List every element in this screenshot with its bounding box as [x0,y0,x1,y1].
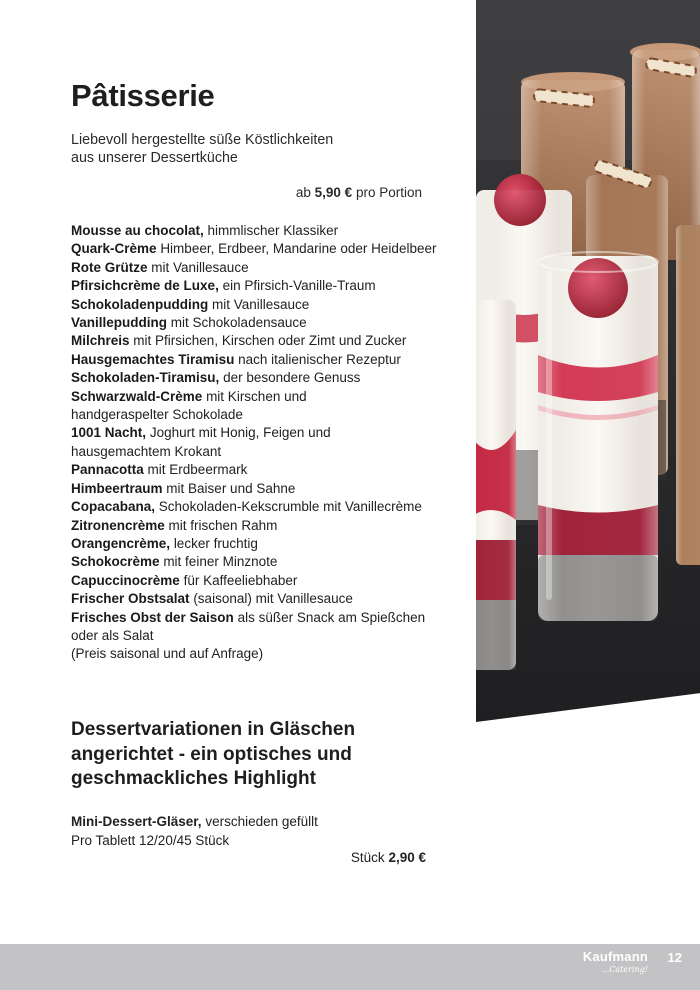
menu-item-desc: lecker fruchtig [173,535,258,551]
menu-item [71,498,461,516]
menu-item-desc: mit Vanillesauce [212,296,310,312]
price-prefix: ab [295,185,311,200]
menu-item-desc: Schokoladen-Kekscrumble mit Vanillecrème [158,499,422,515]
menu-item [71,553,461,571]
menu-item-name: Capuccinocrème [71,572,180,588]
menu-item-name: Orangencrème, [71,535,171,551]
menu-item-name: Vanillepudding [71,315,168,331]
dessert-glasses-photo [476,0,700,722]
menu-item-name: Himbeertraum [71,480,163,496]
page-title: Pâtisserie [71,78,215,113]
dessert-menu-list [71,222,461,664]
menu-item-name: Quark-Crème [71,241,157,257]
brand-tagline: ...Catering! [601,965,648,974]
menu-item-name: Pannacotta [71,462,144,478]
menu-item-name: Schokoladenpudding [71,296,209,312]
menu-item-desc: nach italienischer Rezeptur [238,351,401,367]
mini-price-prefix: Stück [350,850,385,865]
menu-item [71,480,461,498]
menu-item-name: Hausgemachtes Tiramisu [71,351,235,367]
portion-price [260,185,422,200]
menu-item-desc: (saisonal) mit Vanillesauce [193,591,353,607]
menu-item [71,351,461,369]
menu-item-name: Zitronencrème [71,517,165,533]
mini-offer-name: Mini-Dessert-Gläser, [71,814,202,829]
menu-item [71,259,461,277]
mini-offer-desc: verschieden gefüllt [205,814,318,829]
mini-offer-line-1 [71,812,431,831]
menu-item-name: Mousse au chocolat, [71,223,204,238]
menu-item [71,332,461,350]
intro-line-2: aus unserer Dessertküche [71,150,238,166]
menu-item-name: Frischer Obstsalat [71,591,190,607]
menu-item [71,535,461,553]
menu-item [71,517,461,535]
menu-item [71,296,461,314]
menu-item-name: 1001 Nacht, [71,425,147,441]
menu-item-name: Schwarzwald-Crème [71,388,203,404]
section-subtitle: Dessertvariationen in Gläschen angerichtet - ein optisches und geschmackliches Highlight [71,719,356,789]
menu-item-desc: mit Baiser und Sahne [166,480,296,496]
menu-item-desc: himmlischer Klassiker [207,223,339,238]
menu-item-desc: mit Schokoladensauce [170,315,307,331]
menu-item-desc: Himbeer, Erdbeer, Mandarine oder Heidelbeer [160,241,437,257]
price-amount: 5,90 € [314,185,353,200]
menu-item-name: Schokocrème [71,554,160,570]
mini-price [260,850,426,865]
menu-item-desc: mit Vanillesauce [151,259,249,275]
footer-bar [0,944,700,990]
brand-name: Kaufmann [582,949,648,964]
menu-item-desc: mit feiner Minznote [163,554,278,570]
glass-right-edge [676,225,700,565]
menu-item [71,314,461,332]
menu-item-name: Rote Grütze [71,259,148,275]
menu-item-name: Milchreis [71,333,130,349]
price-suffix: pro Portion [355,185,422,200]
menu-item-desc: Joghurt mit Honig, Feigen und hausgemachtem Krokant [71,425,331,459]
menu-item [71,424,361,461]
menu-item-name: Frisches Obst der Saison [71,609,234,625]
menu-item-desc: mit Erdbeermark [147,462,248,478]
brand-logo [583,949,648,975]
page-number: 12 [667,950,682,965]
menu-item [71,609,451,646]
menu-item-desc: mit Pfirsichen, Kirschen oder Zimt und Zucker [133,333,407,349]
menu-item-desc: mit frischen Rahm [168,517,278,533]
menu-item-name: Schokoladen-Tiramisu, [71,370,220,386]
menu-item [71,590,461,608]
menu-item-desc: für Kaffeeliebhaber [183,572,298,588]
menu-item [71,572,461,590]
menu-item-name: Pfirsichcrème de Luxe, [71,278,219,294]
menu-note: (Preis saisonal und auf Anfrage) [71,646,264,662]
intro-line-1: Liebevoll hergestellte süße Köstlichkeiten [71,132,334,148]
berry-glass-left [476,300,516,670]
intro-text [71,131,431,167]
berry-glass-front [538,252,658,621]
menu-item-desc: der besondere Genuss [223,370,361,386]
mini-dessert-offer [71,812,431,850]
menu-item [71,388,341,425]
mini-offer-line-2: Pro Tablett 12/20/45 Stück [71,833,230,848]
menu-item-desc: mit Kirschen und handgeraspelter Schokolade [71,388,307,423]
menu-item [71,369,461,387]
menu-item-desc: ein Pfirsich-Vanille-Traum [222,278,376,294]
menu-item [71,277,461,295]
mini-price-amount: 2,90 € [388,850,426,865]
menu-item-desc: als süßer Snack am Spießchen oder als Salat [71,609,426,643]
menu-item-name: Copacabana, [71,499,156,515]
menu-item [71,461,461,479]
menu-item [71,222,461,240]
menu-item [71,240,461,258]
